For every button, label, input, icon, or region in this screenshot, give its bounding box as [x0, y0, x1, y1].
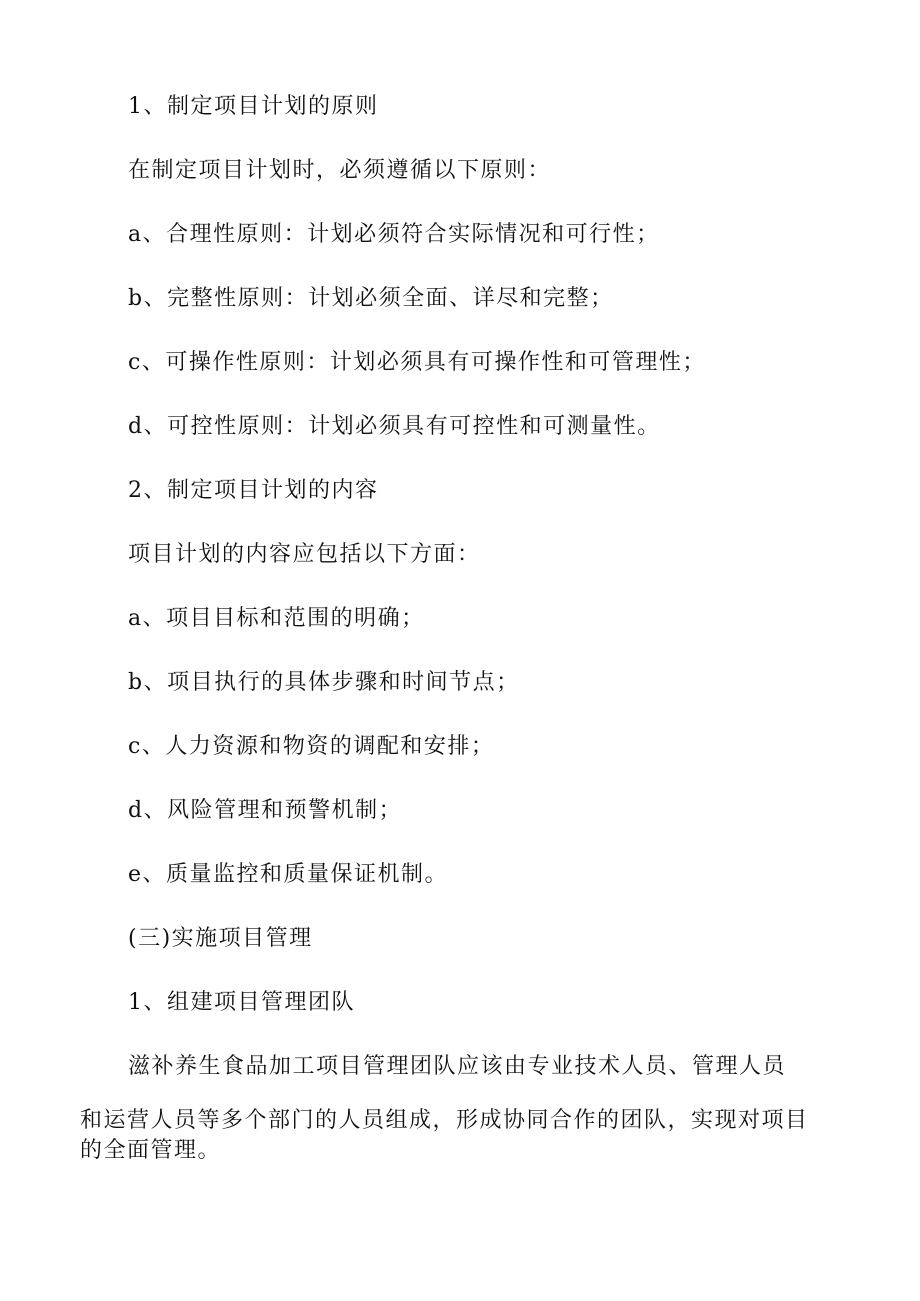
heading-plan-content: 2、制定项目计划的内容 [128, 478, 379, 503]
paragraph-first-line: 滋补养生食品加工项目管理团队应该由专业技术人员、管理人员 [128, 1054, 787, 1079]
heading-build-team: 1、组建项目管理团队 [128, 990, 355, 1015]
list-item: a、合理性原则：计划必须符合实际情况和可行性； [128, 222, 660, 247]
heading-plan-principles: 1、制定项目计划的原则 [128, 94, 379, 119]
text-line: 项目计划的内容应包括以下方面： [128, 542, 481, 567]
list-item: d、可控性原则：计划必须具有可控性和可测量性。 [128, 414, 661, 439]
list-item: b、完整性原则：计划必须全面、详尽和完整； [128, 286, 614, 311]
list-item: e、质量监控和质量保证机制。 [128, 862, 449, 887]
text-line: 在制定项目计划时，必须遵循以下原则： [128, 158, 552, 183]
list-item: a、项目目标和范围的明确； [128, 606, 425, 631]
list-item: b、项目执行的具体步骤和时间节点； [128, 670, 520, 695]
list-item: d、风险管理和预警机制； [128, 798, 403, 823]
section-heading: (三)实施项目管理 [128, 926, 313, 951]
list-item: c、人力资源和物资的调配和安排； [128, 734, 495, 759]
paragraph-continuation: 和运营人员等多个部门的人员组成，形成协同合作的团队，实现对项目的全面管理。 [80, 1108, 809, 1163]
body-paragraph [80, 1052, 840, 1166]
list-item: c、可操作性原则：计划必须具有可操作性和可管理性； [128, 350, 706, 375]
